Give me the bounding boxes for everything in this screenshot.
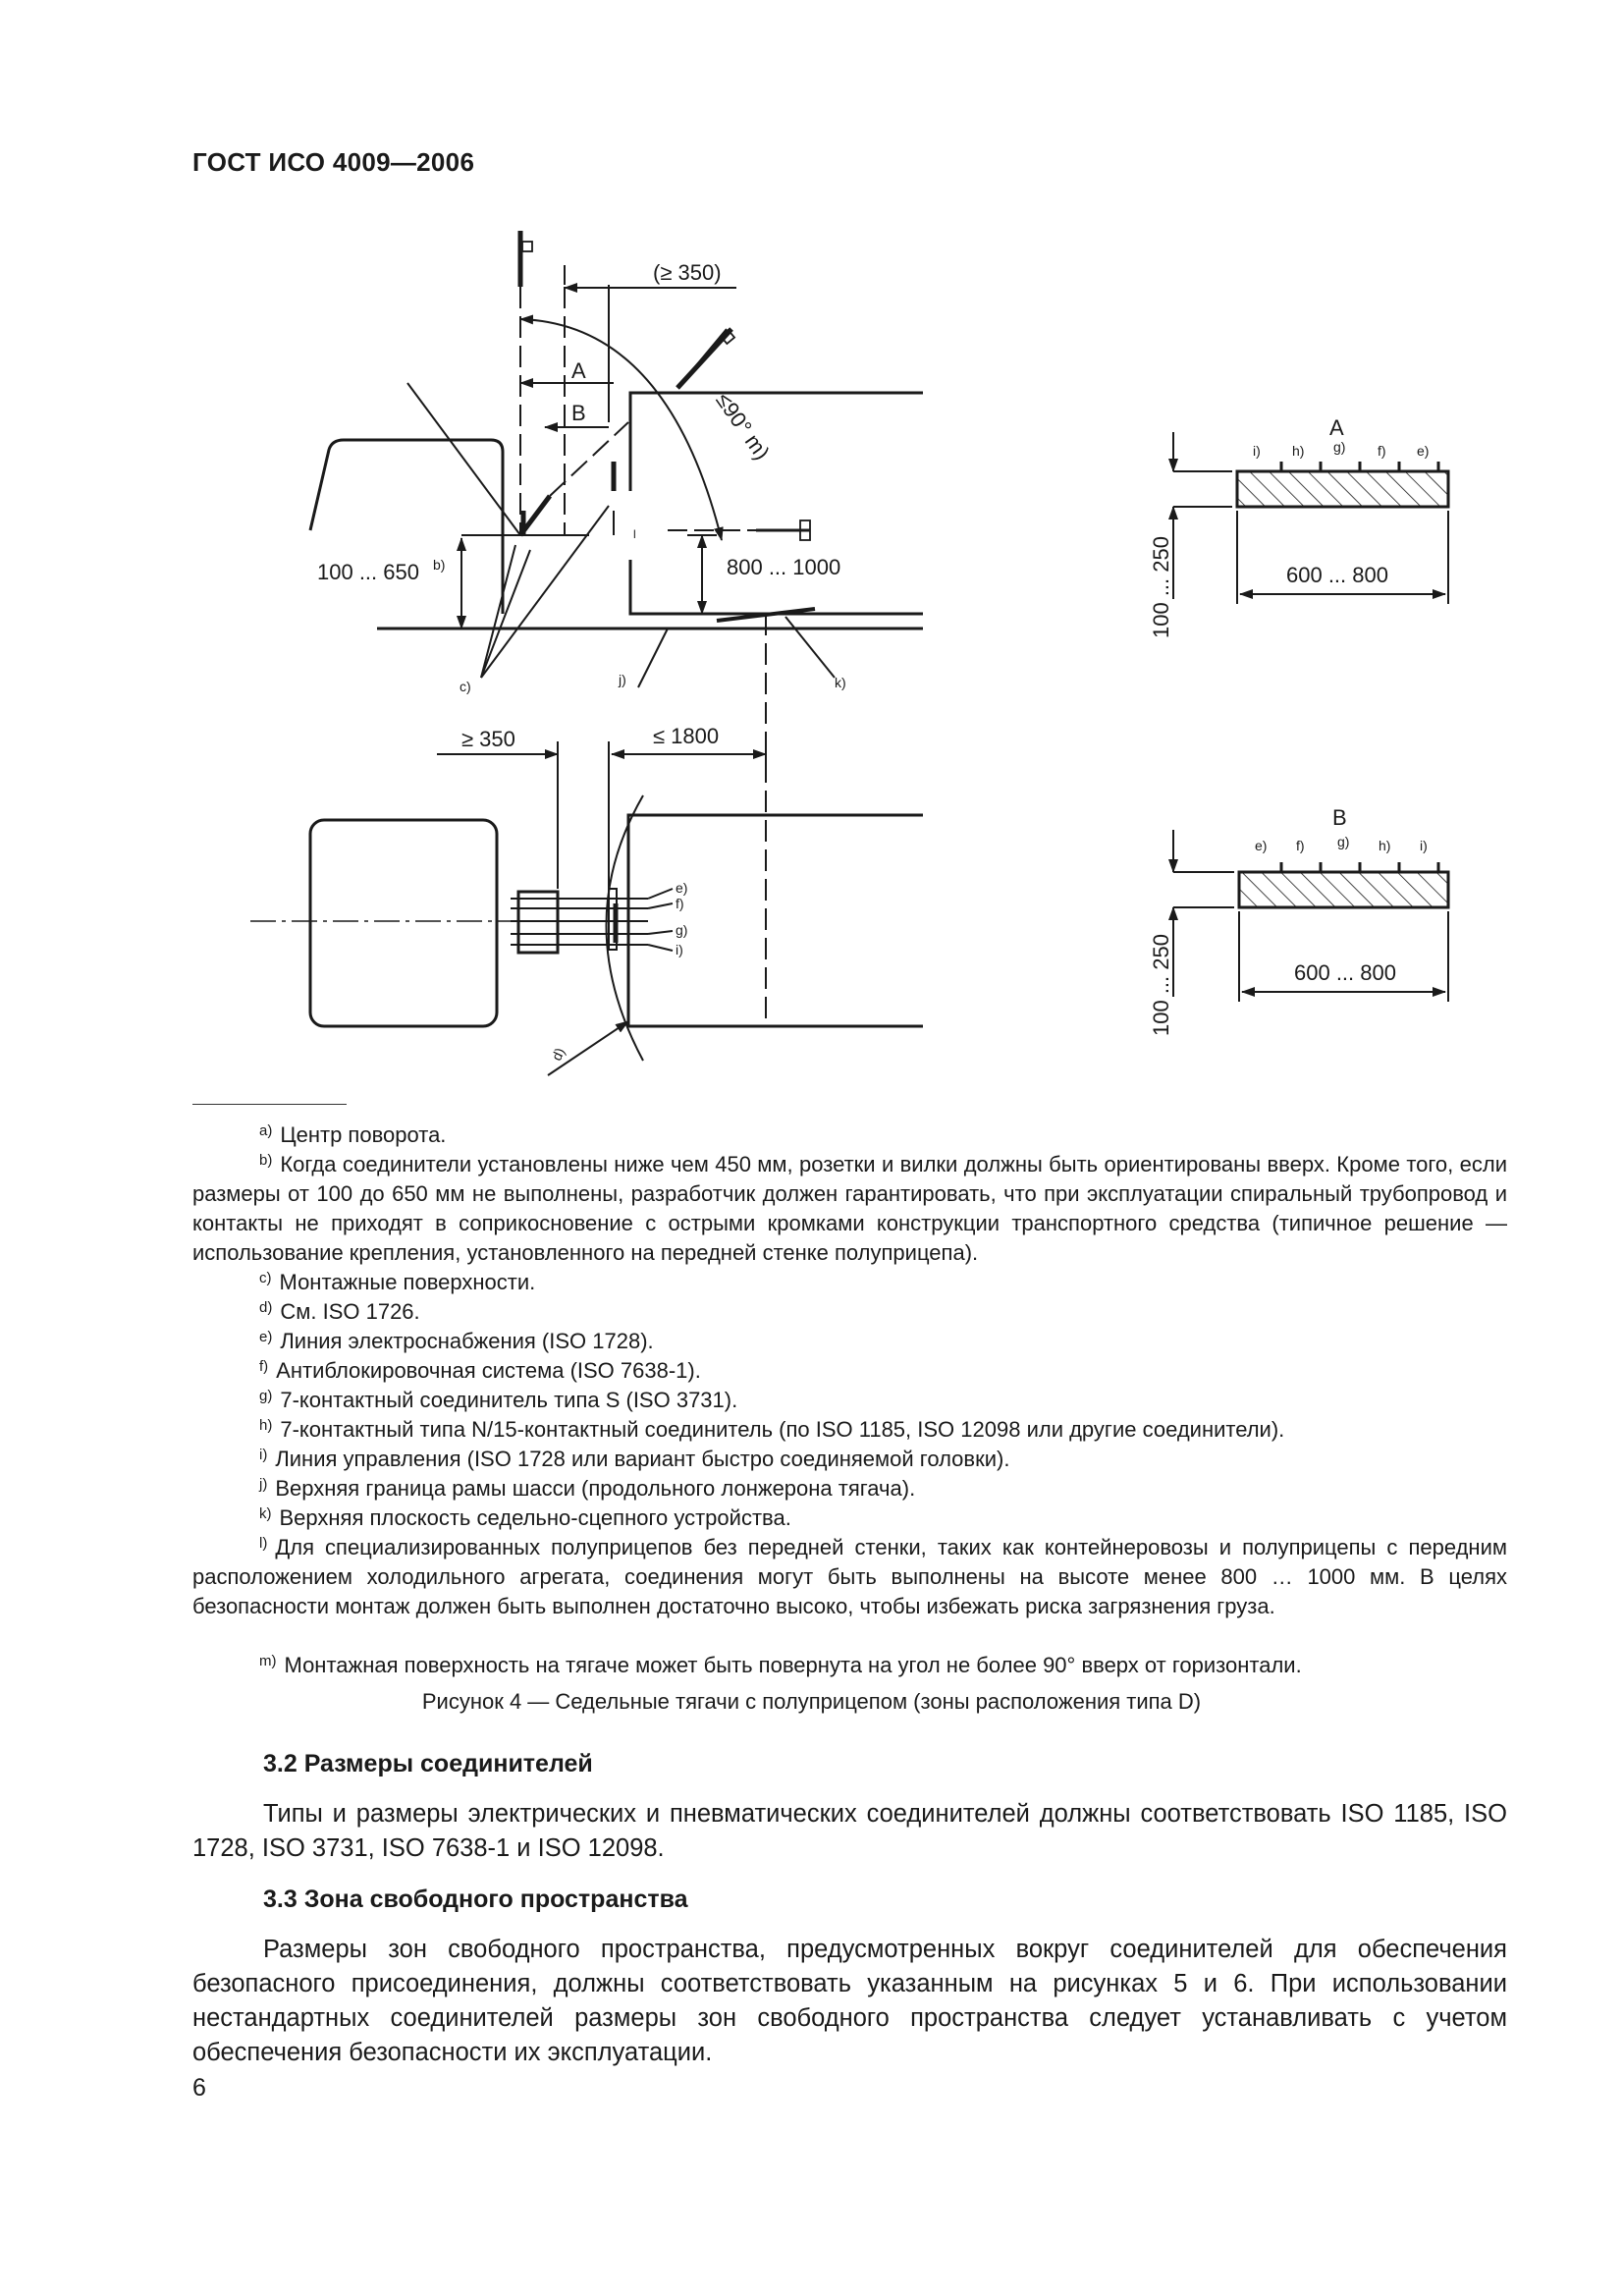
detail-a-letter-1: i) [1253, 443, 1261, 459]
detail-b-height: 100 ... 250 [1149, 934, 1173, 1036]
label-d: d) [548, 1045, 568, 1064]
footnote-k [192, 1500, 1507, 1533]
label-l-mark: l [633, 527, 636, 541]
footnote-e-text: Линия электроснабжения (ISO 1728). [280, 1329, 654, 1353]
footnote-b-text: Когда соединители установлены ниже чем 450 мм, розетки и вилки должны быть ориентированы вверх. Кроме того, если размеры от 100 до 650 мм не выполнены, разработчик должен гарантировать, что при эксплуатации спиральный трубопровод и контакты не приходят в соприкосновение с острыми кромками конструкции транспортного средства (типичное решение — использование крепления, установленного на передней стенке полуприцепа). [192, 1152, 1507, 1265]
footnote-m [192, 1647, 1507, 1680]
detail-b-title: B [1332, 805, 1347, 830]
label-100-650: 100 ... 650 [317, 560, 419, 584]
label-ge350: ≥ 350 [461, 727, 515, 751]
top-view [250, 741, 923, 1075]
footnote-j-mark: j) [259, 1476, 268, 1493]
label-100-650-sup: b) [433, 557, 446, 573]
footnote-k-mark: k) [259, 1505, 272, 1522]
label-800-1000: 800 ... 1000 [727, 555, 841, 579]
detail-a-letter-5: e) [1417, 443, 1430, 459]
footnote-h-mark: h) [259, 1417, 273, 1434]
detail-a-letter-3: g) [1333, 439, 1346, 455]
section-3-2-body: Типы и размеры электрических и пневматических соединителей должны соответствовать ISO 1185, ISO 1728, ISO 3731, ISO 7638-1 и ISO 12098. [192, 1800, 1507, 1862]
section-3-3-body: Размеры зон свободного пространства, предусмотренных вокруг соединителей для обеспечения безопасного присоединения, должны соответствовать указанным на рисунках 5 и 6. При использовании нестандартных соединителей размеры зон свободного пространства следует устанавливать с учетом обеспечения безопасности их эксплуатации. [192, 1936, 1507, 2066]
detail-b-letter-3: g) [1337, 834, 1350, 849]
technical-drawing [0, 0, 1623, 1090]
footnote-j [192, 1470, 1507, 1503]
detail-a-letter-2: h) [1292, 443, 1305, 459]
footnote-d-mark: d) [259, 1299, 273, 1316]
footnote-h-text: 7-контактный типа N/15-контактный соединитель (по ISO 1185, ISO 12098 или другие соединители). [280, 1417, 1285, 1442]
section-3-3-text [192, 1933, 1507, 2070]
footnote-a-text: Центр поворота. [280, 1122, 447, 1147]
label-le1800: ≤ 1800 [653, 724, 720, 748]
detail-b-letter-5: i) [1420, 838, 1428, 853]
section-3-3-heading: 3.3 Зона свободного пространства [263, 1886, 688, 1913]
footnote-c [192, 1264, 1507, 1297]
footnote-i [192, 1441, 1507, 1474]
footnote-e [192, 1323, 1507, 1356]
section-3-2-text [192, 1797, 1507, 1866]
footnote-f-mark: f) [259, 1358, 269, 1375]
footnote-h [192, 1411, 1507, 1445]
footnote-g [192, 1382, 1507, 1415]
detail-b-letter-1: e) [1255, 838, 1268, 853]
footnote-i-mark: i) [259, 1447, 268, 1463]
label-g: g) [676, 922, 688, 938]
footnote-g-mark: g) [259, 1388, 273, 1404]
detail-b-labels [1149, 805, 1428, 1036]
footnote-c-mark: c) [259, 1270, 272, 1286]
footnote-j-text: Верхняя граница рамы шасси (продольного лонжерона тягача). [275, 1476, 916, 1501]
section-3-2-heading: 3.2 Размеры соединителей [263, 1750, 593, 1777]
figure-caption: Рисунок 4 — Седельные тягачи с полуприцепом (зоны расположения типа D) [421, 1689, 1202, 1714]
detail-a-height: 100 ... 250 [1149, 536, 1173, 638]
footnote-c-text: Монтажные поверхности. [279, 1270, 536, 1294]
footnote-l [192, 1529, 1507, 1621]
footnote-m-text: Монтажная поверхность на тягаче может быть повернута на угол не более 90° вверх от горизонтали. [284, 1653, 1302, 1677]
footnote-e-mark: e) [259, 1329, 273, 1345]
label-f: f) [676, 896, 684, 911]
document-header: ГОСТ ИСО 4009—2006 [192, 147, 475, 177]
detail-a-labels [1149, 415, 1429, 638]
label-c: c) [460, 679, 471, 694]
detail-b-letter-4: h) [1379, 838, 1391, 853]
footnote-rule [192, 1104, 347, 1105]
top-view-labels [461, 724, 719, 1063]
detail-a-letter-4: f) [1378, 443, 1386, 459]
footnote-f-text: Антиблокировочная система (ISO 7638-1). [276, 1358, 701, 1383]
label-i: i) [676, 942, 683, 957]
footnote-g-text: 7-контактный соединитель типа S (ISO 3731). [280, 1388, 738, 1412]
footnote-f [192, 1352, 1507, 1386]
label-e: e) [676, 880, 688, 896]
footnote-l-text: Для специализированных полуприцепов без передней стенки, таких как контейнеровозы и полуприцепы с передним расположением холодильного агрегата, соединения могут быть выполнены на высоте менее 800 … 1000 мм. В целях безопасности монтаж должен быть выполнен достаточно высоко, чтобы избежать риска загрязнения груза. [192, 1535, 1507, 1618]
footnote-i-text: Линия управления (ISO 1728 или вариант быстро соединяемой головки). [275, 1447, 1010, 1471]
footnote-a [192, 1117, 1507, 1150]
footnote-m-mark: m) [259, 1653, 277, 1669]
footnote-a-mark: a) [259, 1122, 273, 1139]
detail-a-width: 600 ... 800 [1286, 563, 1388, 587]
footnote-b [192, 1146, 1507, 1268]
label-k: k) [835, 675, 846, 690]
detail-b-letter-2: f) [1296, 838, 1305, 853]
label-A: A [571, 358, 586, 383]
label-B: B [571, 401, 586, 425]
footnote-b-mark: b) [259, 1152, 273, 1169]
footnote-k-text: Верхняя плоскость седельно-сцепного устройства. [279, 1505, 791, 1530]
label-ge350-top: (≥ 350) [653, 260, 722, 285]
detail-b-width: 600 ... 800 [1294, 960, 1396, 985]
detail-a-title: A [1329, 415, 1344, 440]
label-angle: ≤90° m) [711, 388, 775, 465]
footnote-d [192, 1293, 1507, 1327]
page-number: 6 [192, 2074, 206, 2102]
footnote-l-mark: l) [259, 1535, 268, 1552]
label-j: j) [619, 672, 626, 687]
footnote-d-text: См. ISO 1726. [280, 1299, 420, 1324]
